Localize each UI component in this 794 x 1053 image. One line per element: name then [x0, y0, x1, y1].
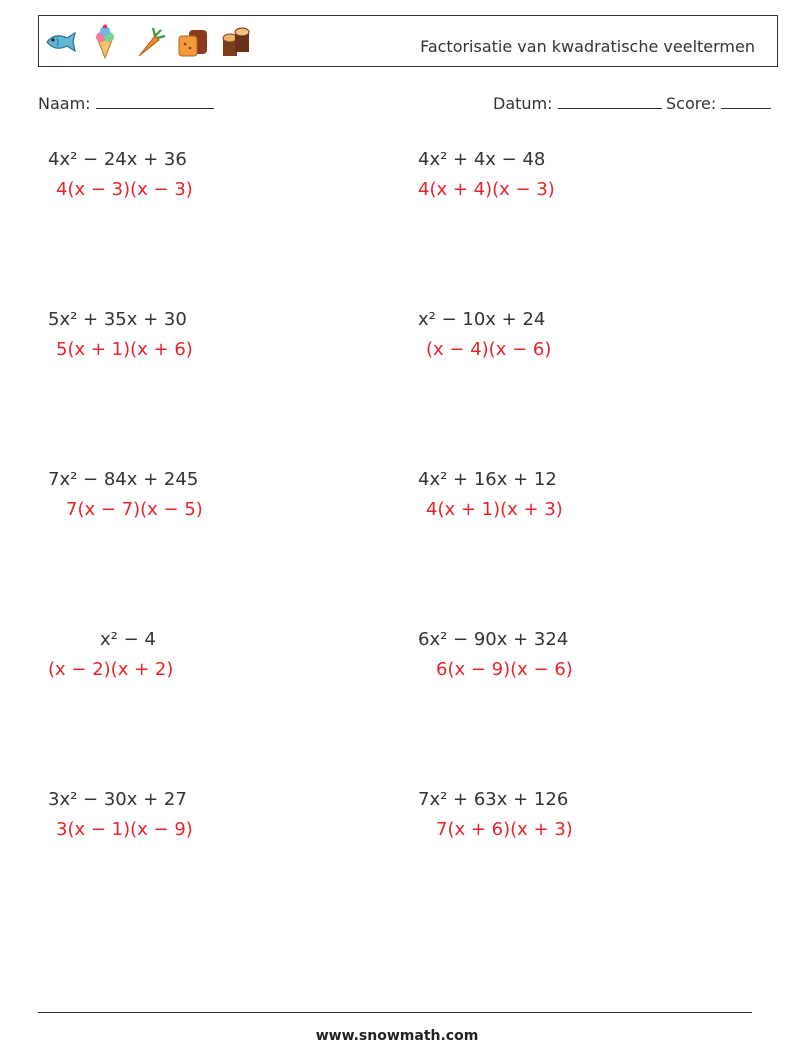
problem-3	[48, 308, 193, 362]
problem-expression: 7x² − 84x + 245	[48, 469, 199, 490]
problem-expression: 6x² − 90x + 324	[418, 629, 569, 650]
problem-answer: 7(x − 7)(x − 5)	[66, 499, 203, 520]
problem-expression: 3x² − 30x + 27	[48, 789, 187, 810]
footer-url[interactable]: www.snowmath.com	[315, 1028, 479, 1044]
score-blank[interactable]	[721, 94, 771, 109]
wood-logs-icon	[219, 24, 255, 60]
problem-answer: 5(x + 1)(x + 6)	[56, 339, 193, 360]
problem-expression: x² − 4	[100, 629, 156, 650]
fish-icon	[43, 24, 79, 60]
carrot-icon	[131, 24, 167, 60]
problem-expression: 4x² + 4x − 48	[418, 149, 546, 170]
problem-1	[48, 148, 193, 202]
problem-answer: 6(x − 9)(x − 6)	[436, 659, 573, 680]
problem-expression: 4x² + 16x + 12	[418, 469, 557, 490]
bread-icon	[175, 24, 211, 60]
date-field[interactable]	[493, 94, 662, 113]
problem-4	[418, 308, 551, 362]
score-field[interactable]	[666, 94, 771, 113]
worksheet-title: Factorisatie van kwadratische veeltermen	[420, 37, 755, 56]
footer-divider	[38, 1012, 752, 1013]
name-label: Naam:	[38, 94, 91, 113]
problem-5	[48, 468, 203, 522]
header-icons	[43, 24, 255, 60]
score-label: Score:	[666, 94, 717, 113]
problem-answer: 4(x − 3)(x − 3)	[56, 179, 193, 200]
problem-10	[418, 788, 573, 842]
problem-expression: 7x² + 63x + 126	[418, 789, 569, 810]
problem-expression: 4x² − 24x + 36	[48, 149, 187, 170]
problem-expression: 5x² + 35x + 30	[48, 309, 187, 330]
problem-7	[48, 628, 173, 682]
name-field[interactable]	[38, 94, 214, 113]
problem-answer: (x − 4)(x − 6)	[426, 339, 552, 360]
ice-cream-icon	[87, 24, 123, 60]
header-box	[38, 15, 778, 67]
problem-answer: 4(x + 4)(x − 3)	[418, 179, 555, 200]
name-blank[interactable]	[96, 94, 214, 109]
problem-answer: 3(x − 1)(x − 9)	[56, 819, 193, 840]
problem-expression: x² − 10x + 24	[418, 309, 546, 330]
problem-answer: (x − 2)(x + 2)	[48, 659, 174, 680]
date-label: Datum:	[493, 94, 553, 113]
problem-answer: 7(x + 6)(x + 3)	[436, 819, 573, 840]
problem-6	[418, 468, 563, 522]
problem-answer: 4(x + 1)(x + 3)	[426, 499, 563, 520]
problem-9	[48, 788, 193, 842]
problem-2	[418, 148, 555, 202]
problem-8	[418, 628, 573, 682]
date-blank[interactable]	[558, 94, 662, 109]
